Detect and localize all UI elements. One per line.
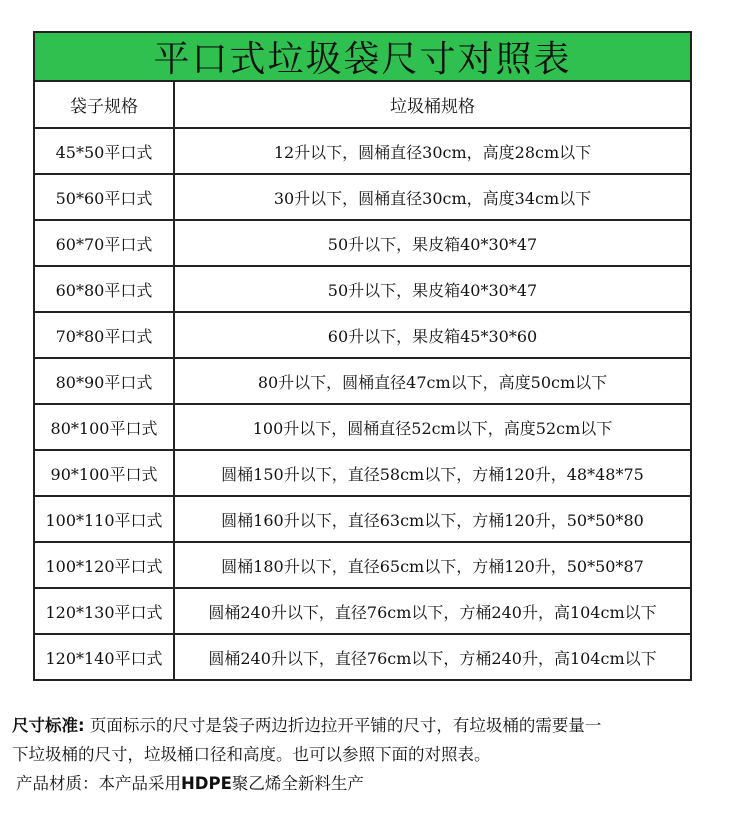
- bin-size-cell: 50升以下，果皮箱40*30*47: [174, 266, 690, 312]
- table-row: [35, 174, 690, 220]
- bin-size-cell: 12升以下，圆桶直径30cm，高度28cm以下: [174, 128, 690, 174]
- bag-size-cell: 100*110平口式: [35, 496, 174, 542]
- bag-size-cell: 120*140平口式: [35, 634, 174, 679]
- table-row: [35, 450, 690, 496]
- table-row: [35, 266, 690, 312]
- bag-size-cell: 90*100平口式: [35, 450, 174, 496]
- table-row: [35, 588, 690, 634]
- table-row: [35, 496, 690, 542]
- bin-size-cell: 圆桶180升以下，直径65cm以下，方桶120升，50*50*87: [174, 542, 690, 588]
- size-standard-text-1: 页面标示的尺寸是袋子两边折边拉开平铺的尺寸，有垃圾桶的需要量一: [84, 716, 602, 735]
- header-bag-size: 袋子规格: [35, 82, 174, 128]
- table-body: [35, 128, 690, 679]
- bin-size-cell: 60升以下，果皮箱45*30*60: [174, 312, 690, 358]
- material-suffix: 聚乙烯全新料生产: [231, 774, 364, 793]
- table-row: [35, 312, 690, 358]
- bag-size-cell: 50*60平口式: [35, 174, 174, 220]
- bin-size-cell: 圆桶160升以下，直径63cm以下，方桶120升，50*50*80: [174, 496, 690, 542]
- bin-size-cell: 100升以下，圆桶直径52cm以下，高度52cm以下: [174, 404, 690, 450]
- bag-size-cell: 80*90平口式: [35, 358, 174, 404]
- bag-size-cell: 60*80平口式: [35, 266, 174, 312]
- bin-size-cell: 30升以下，圆桶直径30cm，高度34cm以下: [174, 174, 690, 220]
- bin-size-cell: 圆桶240升以下，直径76cm以下，方桶240升，高104cm以下: [174, 634, 690, 679]
- size-table: [35, 82, 690, 679]
- material-note: [12, 769, 740, 798]
- table-row: [35, 128, 690, 174]
- table-row: [35, 542, 690, 588]
- size-standard-note: [12, 711, 740, 740]
- table-header-row: [35, 82, 690, 128]
- size-standard-label: 尺寸标准:: [12, 716, 85, 735]
- bin-size-cell: 圆桶240升以下，直径76cm以下，方桶240升，高104cm以下: [174, 588, 690, 634]
- bag-size-cell: 120*130平口式: [35, 588, 174, 634]
- table-row: [35, 634, 690, 679]
- bin-size-cell: 80升以下，圆桶直径47cm以下，高度50cm以下: [174, 358, 690, 404]
- table-row: [35, 220, 690, 266]
- bag-size-cell: 80*100平口式: [35, 404, 174, 450]
- bin-size-cell: 50升以下，果皮箱40*30*47: [174, 220, 690, 266]
- bag-size-cell: 45*50平口式: [35, 128, 174, 174]
- bag-size-cell: 70*80平口式: [35, 312, 174, 358]
- header-bin-size: 垃圾桶规格: [174, 82, 690, 128]
- notes-section: [12, 711, 740, 798]
- size-chart: [33, 31, 692, 681]
- material-brand: HDPE: [181, 774, 232, 793]
- bag-size-cell: 60*70平口式: [35, 220, 174, 266]
- table-row: [35, 358, 690, 404]
- table-row: [35, 404, 690, 450]
- bin-size-cell: 圆桶150升以下，直径58cm以下，方桶120升，48*48*75: [174, 450, 690, 496]
- size-standard-note-continued: 下垃圾桶的尺寸，垃圾桶口径和高度。也可以参照下面的对照表。: [12, 745, 491, 764]
- bag-size-cell: 100*120平口式: [35, 542, 174, 588]
- chart-title: 平口式垃圾袋尺寸对照表: [35, 33, 690, 82]
- material-prefix: 产品材质：本产品采用: [16, 774, 181, 793]
